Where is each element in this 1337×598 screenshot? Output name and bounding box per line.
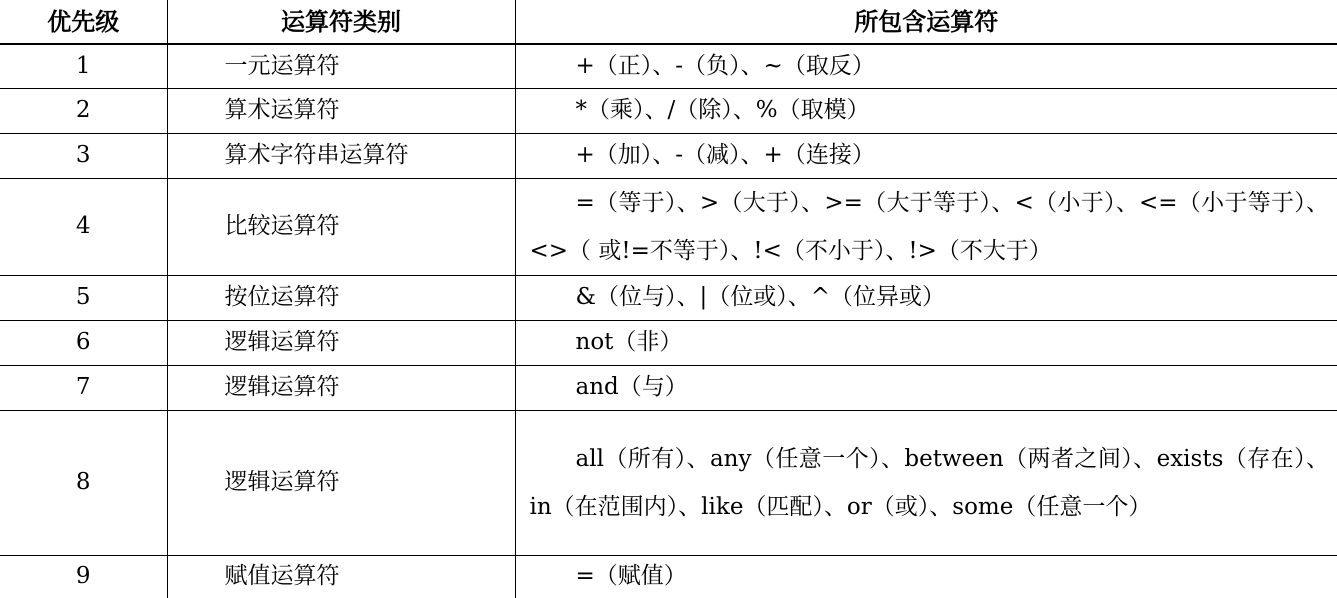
table-row (0, 411, 1337, 556)
category-cell: 逻辑运算符 (167, 411, 515, 556)
header-priority: 优先级 (0, 0, 167, 44)
category-cell: 逻辑运算符 (167, 366, 515, 411)
table-header-row (0, 0, 1337, 44)
table-row (0, 556, 1337, 598)
category-cell: 按位运算符 (167, 276, 515, 321)
priority-cell: 3 (0, 134, 167, 179)
operators-cell: *（乘）、/（除）、%（取模） (515, 89, 1337, 134)
header-operators: 所包含运算符 (515, 0, 1337, 44)
operators-cell: and（与） (515, 366, 1337, 411)
operators-cell: &（位与）、|（位或）、^（位异或） (515, 276, 1337, 321)
priority-cell: 4 (0, 179, 167, 276)
operators-cell: =（赋值） (515, 556, 1337, 598)
table-row (0, 366, 1337, 411)
category-cell: 比较运算符 (167, 179, 515, 276)
operators-cell: =（等于）、>（大于）、>=（大于等于）、<（小于）、<=（小于等于）、<>（ 或!=不等于）、!<（不小于）、!>（不大于） (515, 179, 1337, 276)
category-cell: 一元运算符 (167, 44, 515, 89)
priority-cell: 7 (0, 366, 167, 411)
category-cell: 逻辑运算符 (167, 321, 515, 366)
priority-cell: 1 (0, 44, 167, 89)
category-cell: 算术运算符 (167, 89, 515, 134)
table-row (0, 44, 1337, 89)
table-row (0, 276, 1337, 321)
priority-cell: 6 (0, 321, 167, 366)
table-row (0, 89, 1337, 134)
operators-cell: +（加）、-（减）、+（连接） (515, 134, 1337, 179)
operators-cell: +（正）、-（负）、~（取反） (515, 44, 1337, 89)
table-row (0, 179, 1337, 276)
category-cell: 赋值运算符 (167, 556, 515, 598)
priority-cell: 2 (0, 89, 167, 134)
operators-cell: not（非） (515, 321, 1337, 366)
priority-cell: 8 (0, 411, 167, 556)
priority-cell: 5 (0, 276, 167, 321)
operators-cell: all（所有）、any（任意一个）、between（两者之间）、exists（存在）、in（在范围内）、like（匹配）、or（或）、some（任意一个） (515, 411, 1337, 556)
table-row (0, 321, 1337, 366)
table-row (0, 134, 1337, 179)
priority-cell: 9 (0, 556, 167, 598)
category-cell: 算术字符串运算符 (167, 134, 515, 179)
header-category: 运算符类别 (167, 0, 515, 44)
